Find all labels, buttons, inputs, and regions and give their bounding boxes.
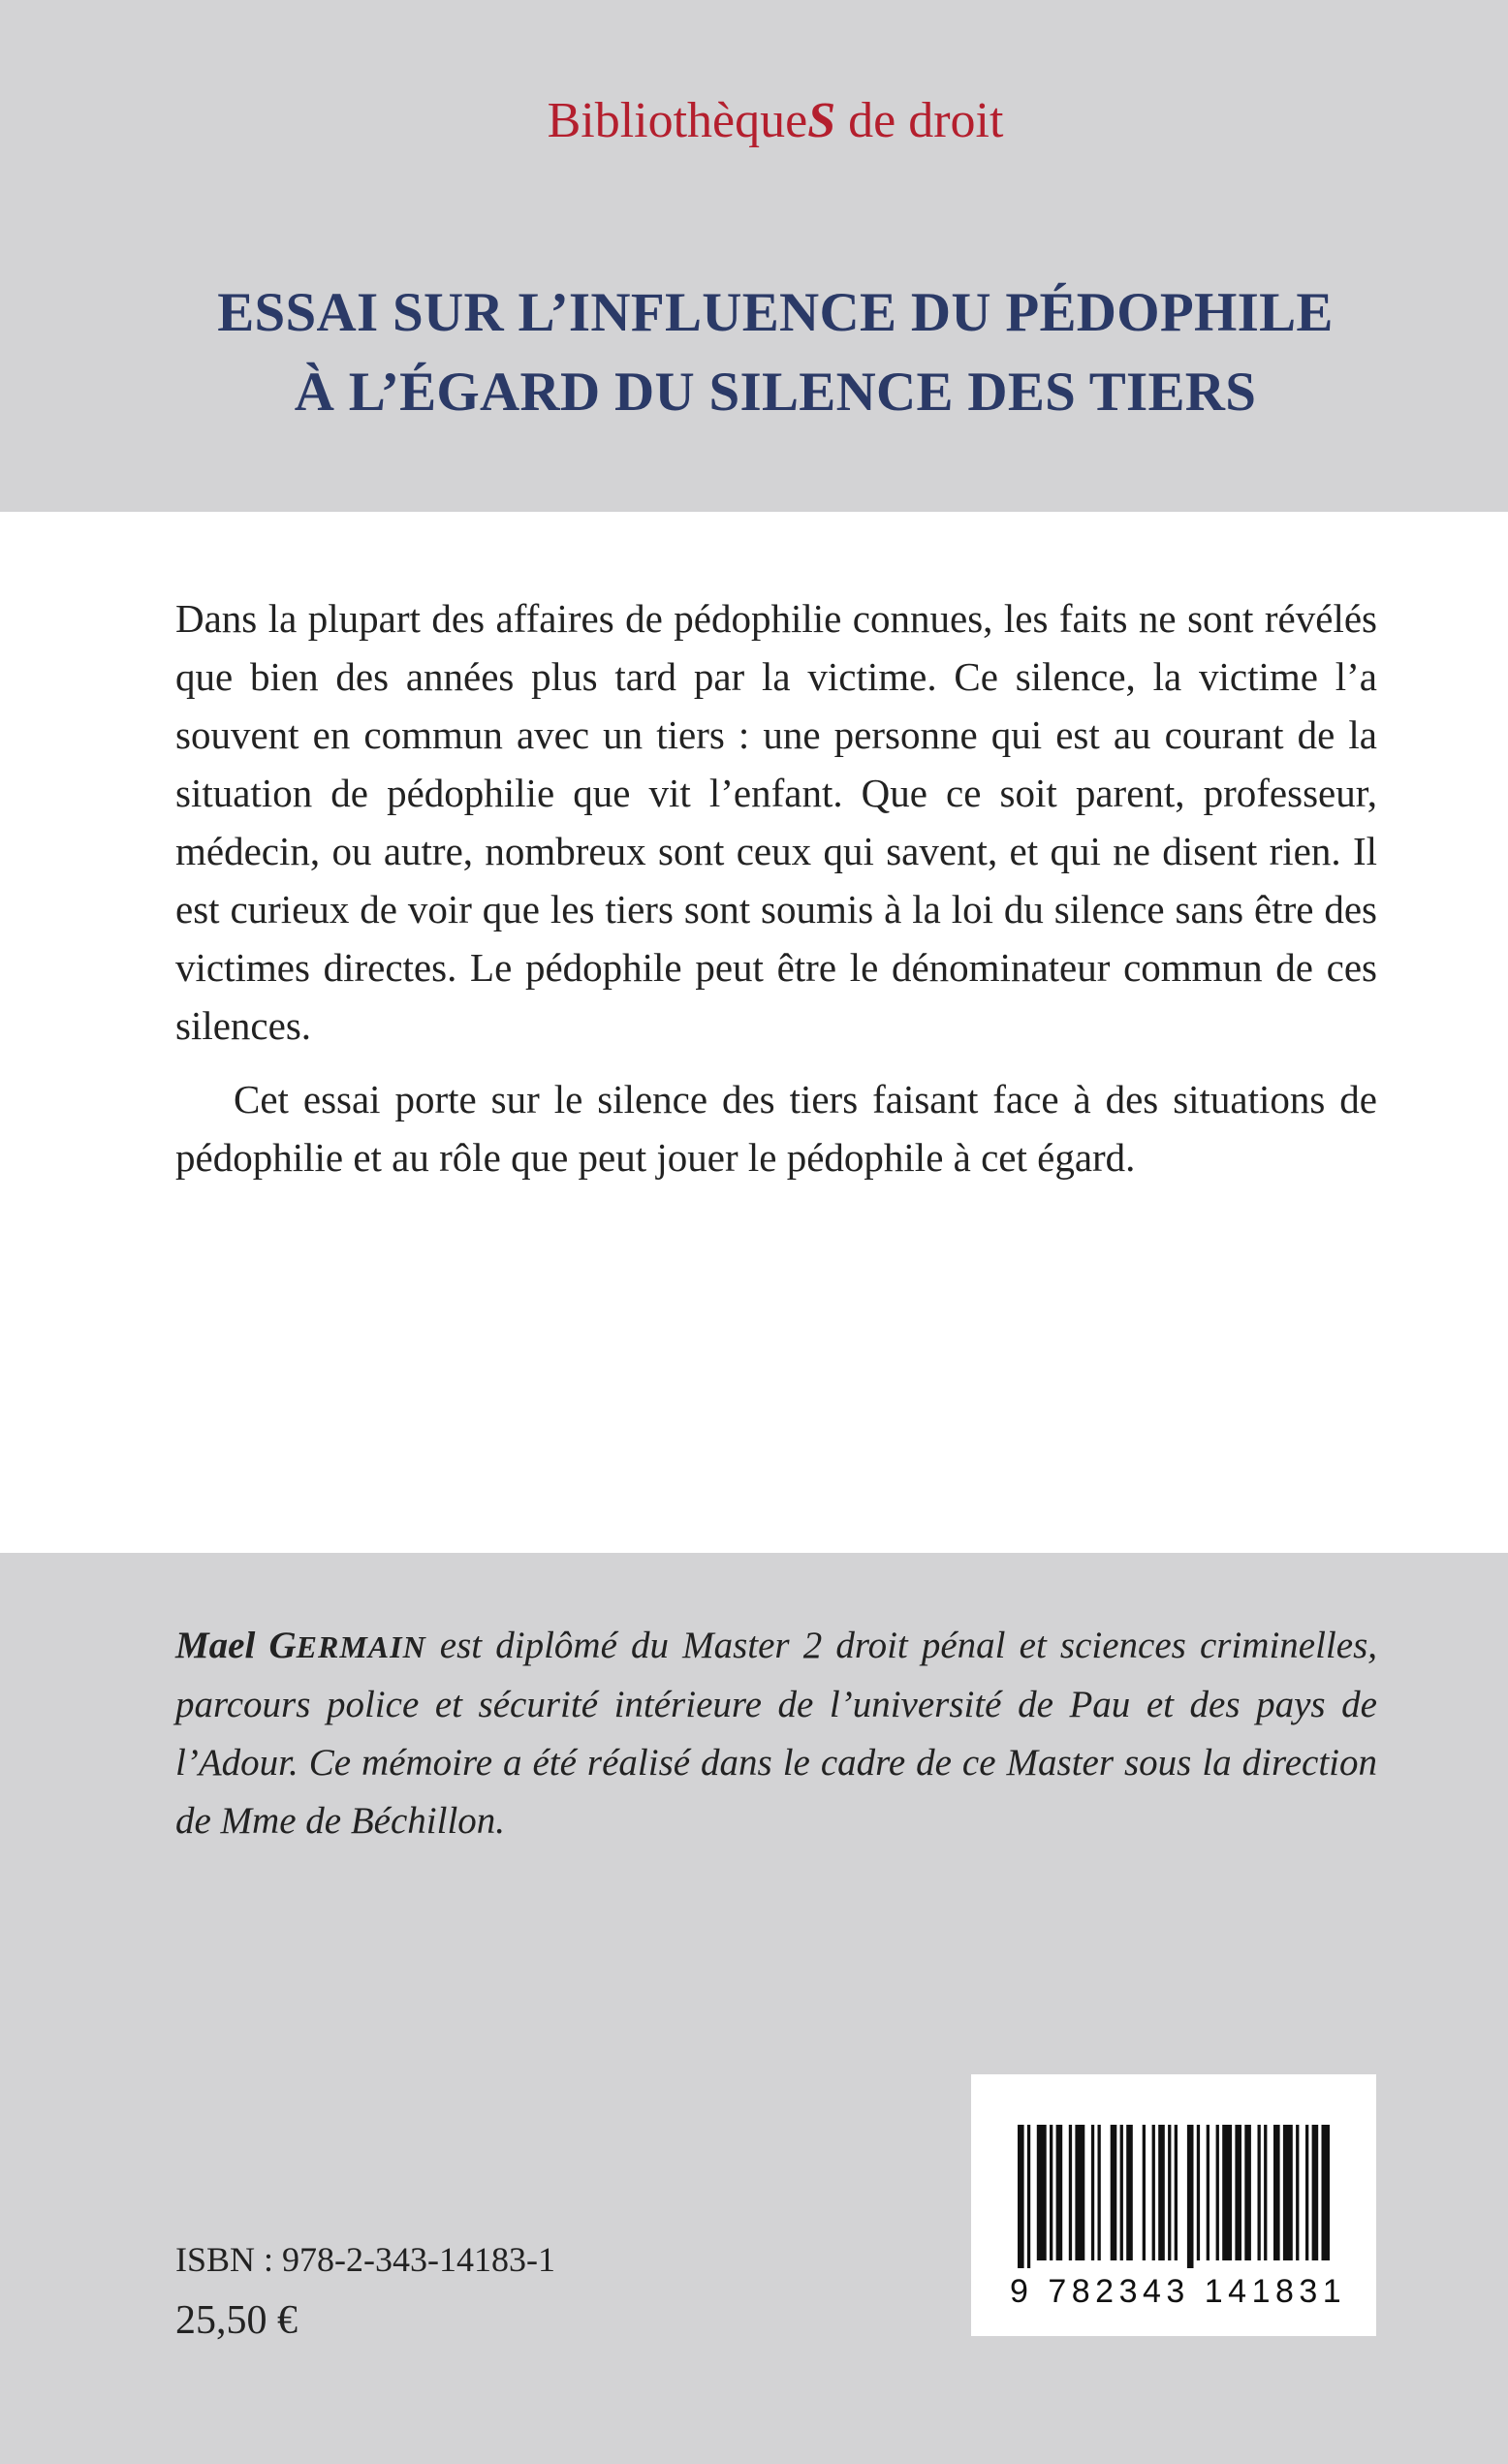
- barcode-bar: [1143, 2125, 1146, 2260]
- barcode-bar: [1075, 2125, 1084, 2260]
- series-name: BibliothèqueS de droit: [547, 93, 1004, 148]
- barcode-bar: [1056, 2125, 1063, 2260]
- barcode-bar: [1098, 2125, 1101, 2260]
- barcode-bar: [1168, 2125, 1171, 2260]
- book-title: [0, 273, 1508, 432]
- barcode-bar: [1187, 2125, 1194, 2268]
- series-s-mark: S: [807, 93, 836, 148]
- barcode-bar: [1305, 2125, 1308, 2260]
- title-line-2: À L’ÉGARD DU SILENCE DES TIERS: [294, 362, 1257, 423]
- barcode-digits: 9 782343 141831: [1010, 2273, 1347, 2310]
- blurb-paragraph-1: Dans la plupart des affaires de pédophilie connues, les faits ne sont révélés que bien des années plus tard par la victime. Ce silence, la victime l’a souvent en commun avec un tiers : une personne qui est au courant de la situation de pédophilie que vit l’enfant. Que ce soit parent, professeur, médecin, ou autre, nombreux sont ceux qui savent, et qui ne disent rien. Il est curieux de voir que les tiers sont soumis à la loi du silence sans être des victimes directes. Le pédophile peut être le dénominateur commun de ces silences.: [175, 596, 1377, 1048]
- barcode-bar: [1322, 2125, 1331, 2260]
- barcode-bar: [1296, 2125, 1299, 2260]
- barcode-bar: [1050, 2125, 1052, 2260]
- barcode-bar: [1018, 2125, 1024, 2268]
- top-grey-band: [0, 0, 1508, 512]
- barcode-bar: [1197, 2125, 1200, 2260]
- title-line-1: ESSAI SUR L’INFLUENCE DU PÉDOPHILE: [217, 282, 1334, 343]
- barcode-bar: [1027, 2125, 1030, 2268]
- barcode-bar: [1152, 2125, 1155, 2260]
- barcode-bar: [1222, 2125, 1232, 2260]
- barcode-bar: [1111, 2125, 1117, 2260]
- author-name: Mael GERMAIN: [175, 1625, 426, 1666]
- barcode-bar: [1235, 2125, 1241, 2260]
- price: 25,50 €: [175, 2298, 298, 2343]
- barcode-bars: [1018, 2125, 1330, 2268]
- barcode-bar: [1175, 2125, 1178, 2260]
- barcode-box: [971, 2074, 1376, 2336]
- barcode-bar: [1207, 2125, 1210, 2260]
- barcode-bar: [1120, 2125, 1123, 2260]
- barcode-bar: [1312, 2125, 1319, 2260]
- barcode-bar: [1126, 2125, 1133, 2260]
- barcode-bar: [1273, 2125, 1280, 2260]
- blurb: [175, 589, 1377, 1186]
- barcode-bar: [1244, 2125, 1251, 2260]
- barcode-bar: [1158, 2125, 1165, 2260]
- blurb-paragraph-2: Cet essai porte sur le silence des tiers faisant face à des situations de pédophilie et au rôle que peut jouer le pédophile à cet égard.: [175, 1077, 1377, 1180]
- isbn: ISBN : 978-2-343-14183-1: [175, 2240, 555, 2279]
- author-bio: [175, 1617, 1377, 1850]
- barcode-bar: [1069, 2125, 1072, 2260]
- barcode-bar: [1258, 2125, 1261, 2260]
- barcode-bar: [1091, 2125, 1094, 2260]
- author-bio-text: est diplômé du Master 2 droit pénal et sciences criminelles, parcours police et sécurité intérieure de l’université de Pau et des pays de l’Adour. Ce mémoire a été réalisé dans le cadre de ce Master sous la direction de Mme de Béchillon.: [175, 1625, 1377, 1842]
- barcode-bar: [1283, 2125, 1293, 2260]
- barcode-bar: [1037, 2125, 1047, 2260]
- barcode-bar: [1216, 2125, 1219, 2260]
- barcode-bar: [1264, 2125, 1267, 2260]
